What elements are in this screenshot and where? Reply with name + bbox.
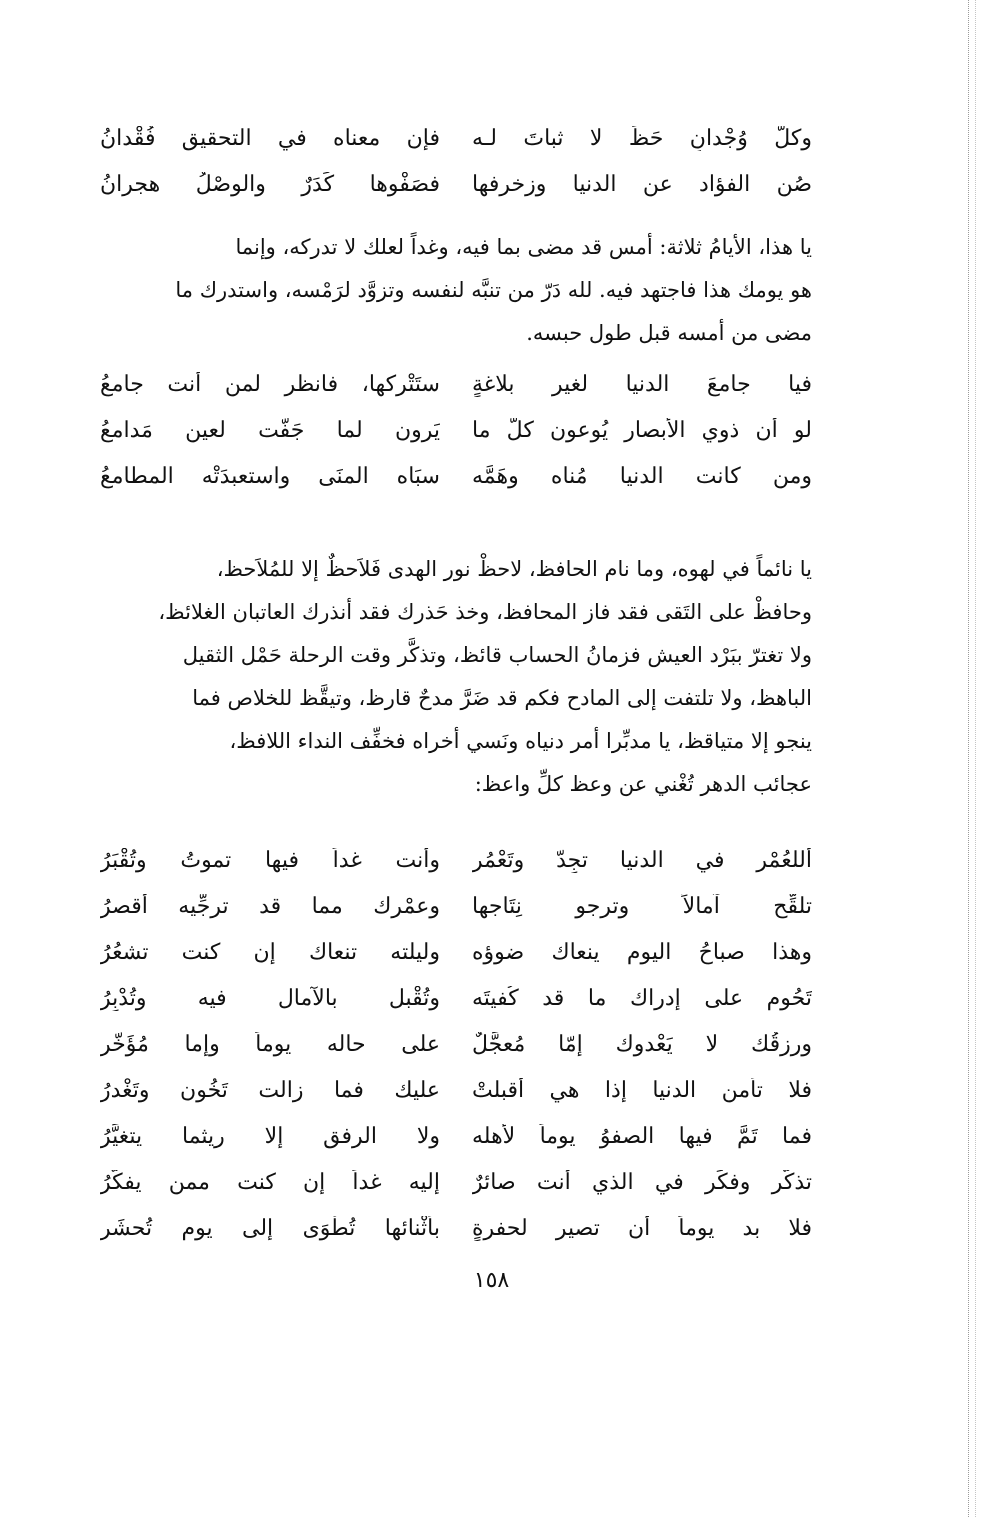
verse-second-hemistich: سبَاه المنَى واستعبدَتْه المطامعُ bbox=[100, 464, 440, 489]
prose-line: يا نائماً في لهوه، وما نام الحافظ، لاحظْ نور الهدى فَلاَحظٌ إلا للمُلاَحظ، bbox=[216, 557, 812, 581]
verse-line bbox=[100, 372, 812, 418]
verse-line bbox=[100, 894, 812, 940]
verse-group-top bbox=[100, 126, 812, 218]
verse-second-hemistich: يَرون لما جَفَّت لعين مَدامعُ bbox=[100, 418, 440, 443]
verse-second-hemistich: ولا الرفق إلا ريثما يتغيَّرُ bbox=[100, 1124, 440, 1149]
verse-line bbox=[100, 986, 812, 1032]
verse-first-hemistich: تلقِّح آمالاً وترجو نِتَاجها bbox=[472, 894, 812, 919]
prose-line: ولا تغترّ ببَرْد العيش فزمانُ الحساب قائظ، وتذكَّر وقت الرحلة حَمْل الثقيل bbox=[182, 643, 812, 667]
verse-first-hemistich: صُنِ الفؤاد عن الدنيا وزخرفها bbox=[472, 172, 812, 197]
prose-line: وحافظْ على التَقى فقد فاز المحافظ، وخذ حَذرك فقد أنذرك العاتبان الغلائظ، bbox=[158, 600, 812, 624]
verse-group-bottom bbox=[100, 848, 812, 1262]
verse-first-hemistich: ورزقُك لا يَعْدوك إمّا مُعجَّلٌ bbox=[472, 1032, 812, 1057]
verse-line bbox=[100, 172, 812, 218]
verse-second-hemistich: ستَتْركها، فانظر لمن أنت جامعُ bbox=[100, 372, 440, 397]
verse-first-hemistich: وكلُّ وُجْدانٍ حَظٍّ لا ثباتَ لـه bbox=[472, 126, 812, 151]
verse-group-middle bbox=[100, 372, 812, 510]
prose-line: عجائب الدهر تُغْني عن وعظ كلِّ واعظ: bbox=[474, 772, 812, 796]
verse-first-hemistich: لو أن ذوي الأبصار يُوعون كلَّ ما bbox=[472, 418, 812, 443]
verse-line bbox=[100, 464, 812, 510]
prose-line: مضى من أمسه قبل طول حبسه. bbox=[526, 321, 812, 345]
verse-second-hemistich: فصَفْوها كَدَرٌ والوصْلُ هجرانُ bbox=[100, 172, 440, 197]
verse-line bbox=[100, 1032, 812, 1078]
verse-first-hemistich: فيا جامعَ الدنيا لغير بلاغةٍ bbox=[472, 372, 812, 397]
verse-second-hemistich: وليلته تنعاك إن كنت تشعُرُ bbox=[100, 940, 440, 965]
page-number: ١٥٨ bbox=[473, 1268, 510, 1293]
verse-second-hemistich: فإن معناه في التحقيق فُقْدانُ bbox=[100, 126, 440, 151]
prose-line: ينجو إلا متياقظ، يا مدبِّرا أمر دنياه ونَسي أخراه فخفِّف النداء اللافظ، bbox=[229, 729, 812, 753]
prose-line: هو يومك هذا فاجتهد فيه. لله دَرّ من تنبَّه لنفسه وتزوَّد لرَمْسه، واستدرك ما bbox=[175, 278, 812, 302]
verse-line bbox=[100, 418, 812, 464]
verse-line bbox=[100, 1170, 812, 1216]
verse-line bbox=[100, 1078, 812, 1124]
verse-line bbox=[100, 940, 812, 986]
verse-line bbox=[100, 1124, 812, 1170]
verse-line bbox=[100, 1216, 812, 1262]
verse-first-hemistich: فلا بد يوماً أن تصير لحفرةٍ bbox=[472, 1216, 812, 1241]
prose-paragraph-1 bbox=[100, 226, 812, 355]
verse-second-hemistich: وأنت غداً فيها تموتُ وتُقْبَرُ bbox=[100, 848, 440, 873]
verse-second-hemistich: وتُقْبل بالآمال فيه وتُدْبِرُ bbox=[100, 986, 440, 1011]
verse-first-hemistich: تذكَّر وفكِّر في الذي أنت صائرٌ bbox=[472, 1170, 812, 1195]
verse-second-hemistich: إليه غداً إن كنت ممن يفكّرُ bbox=[100, 1170, 440, 1195]
prose-line: الباهظ، ولا تلتفت إلى المادح فكم قد ضَرَّ مدحٌ قارظ، وتيقَّظ للخلاص فما bbox=[192, 686, 812, 710]
verse-line bbox=[100, 848, 812, 894]
verse-first-hemistich: أللعُمْر في الدنيا تجِدّ وتَعْمُر bbox=[472, 848, 812, 873]
verse-first-hemistich: ومن كانت الدنيا مُناه وهَمَّه bbox=[472, 464, 812, 489]
verse-line bbox=[100, 126, 812, 172]
prose-line: يا هذا، الأيامُ ثلاثة: أمس قد مضى بما فيه، وغداً لعلك لا تدركه، وإنما bbox=[235, 235, 812, 259]
verse-first-hemistich: وهذا صباحُ اليوم ينعاك ضوؤه bbox=[472, 940, 812, 965]
verse-first-hemistich: فلا تأمن الدنيا إذا هي أقبلتْ bbox=[472, 1078, 812, 1103]
verse-second-hemistich: عليك فما زالت تَخُون وتَغْدرُ bbox=[100, 1078, 440, 1103]
verse-first-hemistich: تَحُوم على إدراك ما قد كُفيتَه bbox=[472, 986, 812, 1011]
verse-second-hemistich: على حاله يوماً وإما مُؤَخَّر bbox=[100, 1032, 440, 1057]
verse-second-hemistich: وعمْرك مما قد ترجِّيه أقصرُ bbox=[100, 894, 440, 919]
verse-first-hemistich: فما تَمَّ فيها الصفوُ يوماً لأهله bbox=[472, 1124, 812, 1149]
verse-second-hemistich: بأثْنائها تُطْوَى إلى يوم تُحشَر bbox=[100, 1216, 440, 1241]
prose-paragraph-2 bbox=[100, 548, 812, 806]
